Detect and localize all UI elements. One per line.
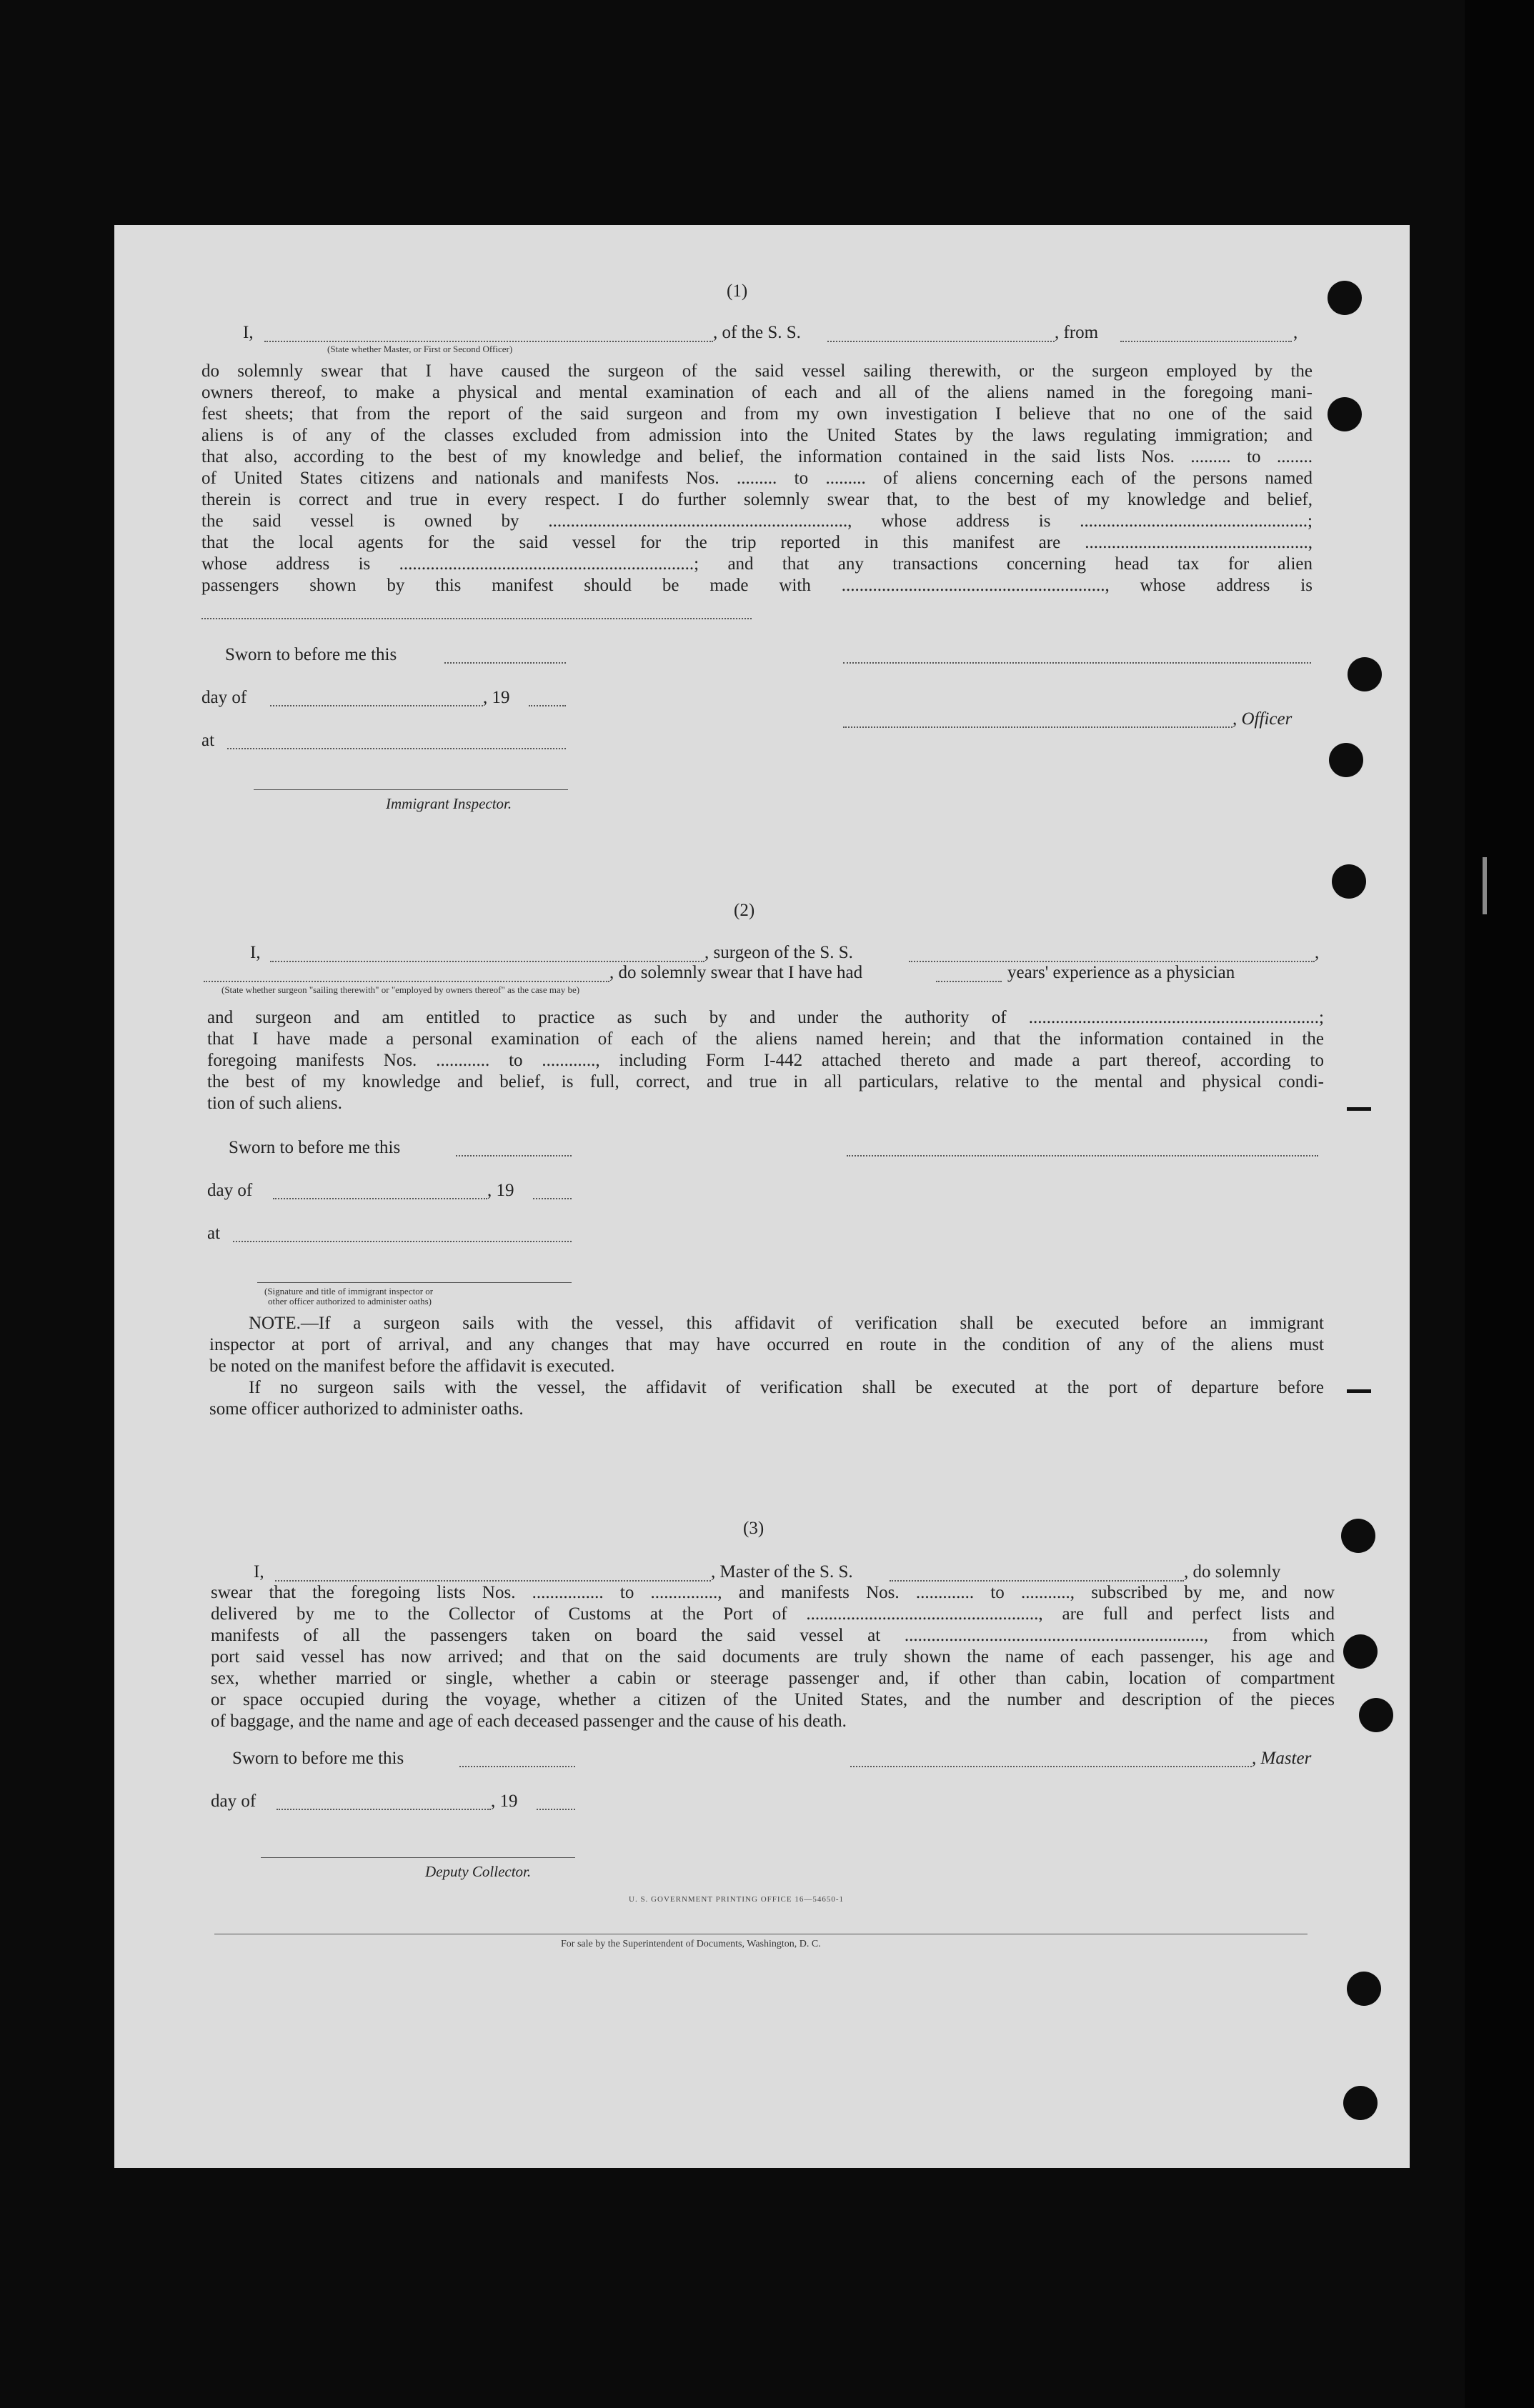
body-line: that I have made a personal examination of each of the aliens named herein; and that the information contained in the [207,1029,1324,1049]
note-line: If no surgeon sails with the vessel, the affidavit of verification shall be executed at the port of departure before [249,1378,1324,1397]
body-line: or space occupied during the voyage, whether a citizen of the United States, and the number and description of the pieces [211,1690,1335,1709]
collector-label: Deputy Collector. [425,1863,532,1880]
fill-blank[interactable] [529,705,566,706]
punch-hole [1343,1634,1378,1669]
fill-blank[interactable] [227,748,566,749]
fill-blank[interactable] [275,1580,711,1582]
scan-border [1465,0,1534,2408]
punch-hole [1341,1519,1375,1553]
punch-hole [1343,2086,1378,2120]
punch-hole [1359,1698,1393,1732]
punch-hole [1328,397,1362,431]
signature-caption: other officer authorized to administer oaths) [268,1296,432,1307]
punch-hole [1329,743,1363,777]
text-label: I, [254,1562,264,1582]
note-block [209,1313,1324,1420]
text-label: I, [243,323,254,342]
body-line: the best of my knowledge and belief, is full, correct, and true in all particulars, relative to the mental and physical condi- [207,1072,1324,1091]
body-line: of baggage, and the name and age of each deceased passenger and the cause of his death. [211,1712,847,1731]
body-line: therein is correct and true in every respect. I do further solemnly swear that, to the best of my knowledge and belief, [201,490,1313,509]
field-caption: (State whether Master, or First or Second Officer) [327,344,513,354]
fill-blank[interactable] [827,341,1055,342]
text-label: , of the S. S. [713,323,801,342]
text-label: , Master of the S. S. [711,1562,853,1582]
body-line: that also, according to the best of my knowledge and belief, the information contained in the said lists Nos. ......... to ........ [201,447,1313,466]
year-label: , 19 [487,1181,514,1200]
signature-line[interactable] [261,1857,575,1858]
fill-blank[interactable] [890,1580,1184,1582]
field-caption: (State whether surgeon "sailing therewith" or "employed by owners thereof" as the case may be) [221,984,580,995]
body-line: and surgeon and am entitled to practice as such by and under the authority of .................................................................; [207,1008,1324,1027]
fill-blank[interactable] [1120,341,1292,342]
sale-note: For sale by the Superintendent of Documents, Washington, D. C. [561,1939,821,1949]
fill-blank[interactable] [459,1766,575,1767]
text-label: , [1315,943,1320,962]
section-number: (2) [734,901,755,920]
note-line: inspector at port of arrival, and any changes that may have occurred en route in the condition of any of the aliens must [209,1335,1324,1354]
fill-blank[interactable] [936,981,1002,982]
section1-body [201,361,1313,596]
signature-caption: (Signature and title of immigrant inspector or [264,1286,434,1297]
note-line: be noted on the manifest before the affidavit is executed. [209,1357,615,1376]
note-line: some officer authorized to administer oaths. [209,1399,524,1419]
margin-mark [1347,1389,1371,1393]
text-label: years' experience as a physician [1007,963,1235,982]
section3-body [211,1582,1335,1732]
day-of-label: day of [201,688,247,707]
body-line: whose address is ..................................................................; and that any transactions concerning head tax for alien [201,554,1313,574]
signature-line[interactable] [847,1155,1318,1156]
body-line: foregoing manifests Nos. ............ to ............, including Form I-442 attached thereto and made a part thereof, according to [207,1051,1324,1070]
text-label: , from [1055,323,1099,342]
fill-blank[interactable] [201,618,752,619]
at-label: at [207,1224,221,1243]
form-page [114,225,1410,2168]
body-line: manifests of all the passengers taken on board the said vessel at ..................................................................., from which [211,1626,1335,1645]
fill-blank[interactable] [264,341,713,342]
sworn-label: Sworn to before me this [229,1138,401,1157]
signature-line[interactable] [254,789,568,790]
film-edge-mark [1483,857,1487,914]
day-of-label: day of [207,1181,253,1200]
signature-line[interactable] [843,726,1232,728]
text-label: , surgeon of the S. S. [704,943,853,962]
fill-blank[interactable] [270,705,483,706]
signature-line[interactable] [843,662,1311,664]
body-line: the said vessel is owned by ..................................................................., whose address is ...................................................; [201,511,1313,531]
punch-hole [1347,1972,1381,2006]
printing-note: U. S. GOVERNMENT PRINTING OFFICE 16—54650-1 [629,1895,845,1904]
body-line: do solemnly swear that I have caused the surgeon of the said vessel sailing therewith, or the surgeon employed by the [201,361,1313,381]
text-label: I, [250,943,261,962]
margin-mark [1347,1107,1371,1111]
fill-blank[interactable] [273,1198,487,1199]
fill-blank[interactable] [444,662,566,664]
body-line: of United States citizens and nationals and manifests Nos. ......... to ......... of aliens concerning each of the persons named [201,469,1313,488]
fill-blank[interactable] [533,1198,572,1199]
day-of-label: day of [211,1792,257,1811]
officer-label: , Officer [1232,709,1293,729]
fill-blank[interactable] [537,1809,575,1810]
fill-blank[interactable] [233,1241,572,1242]
master-label: , Master [1252,1749,1312,1768]
year-label: , 19 [491,1792,518,1811]
body-line: aliens is of any of the classes excluded from admission into the United States by the laws regulating immigration; and [201,426,1313,445]
sworn-label: Sworn to before me this [225,645,397,664]
body-line: swear that the foregoing lists Nos. ................ to ..............., and manifests Nos. ............. to ..........., subscribed by me, and now [211,1583,1335,1602]
body-line: port said vessel has now arrived; and that on the said documents are truly shown the name of each passenger, his age and [211,1647,1335,1667]
section-number: (3) [743,1519,764,1538]
sworn-label: Sworn to before me this [232,1749,404,1768]
text-label: , [1293,323,1298,342]
punch-hole [1332,864,1366,899]
body-line: passengers shown by this manifest should be made with ..........................................................., whose address is [201,576,1313,595]
body-line: owners thereof, to make a physical and mental examination of each and all of the aliens named in the foregoing mani- [201,383,1313,402]
body-line: tion of such aliens. [207,1094,342,1113]
body-line: fest sheets; that from the report of the said surgeon and from my own investigation I believe that no one of the said [201,404,1313,424]
fill-blank[interactable] [277,1809,491,1810]
inspector-label: Immigrant Inspector. [386,795,512,812]
section-number: (1) [727,281,748,301]
signature-line[interactable] [257,1282,572,1283]
body-line: delivered by me to the Collector of Customs at the Port of ...................................................., are full and perfect lists and [211,1604,1335,1624]
body-line: that the local agents for the said vessel for the trip reported in this manifest are .................................................., [201,533,1313,552]
at-label: at [201,731,215,750]
body-line: sex, whether married or single, whether a cabin or steerage passenger and, if other than cabin, location of compartment [211,1669,1335,1688]
fill-blank[interactable] [456,1155,572,1156]
punch-hole [1348,657,1382,691]
fill-blank[interactable] [204,981,609,982]
year-label: , 19 [483,688,510,707]
text-label: , do solemnly swear that I have had [609,963,863,982]
punch-hole [1328,281,1362,315]
signature-line[interactable] [850,1766,1252,1767]
section2-body [207,1007,1324,1114]
note-line: NOTE.—If a surgeon sails with the vessel, this affidavit of verification shall be executed before an immigrant [249,1314,1324,1333]
text-label: , do solemnly [1184,1562,1281,1582]
